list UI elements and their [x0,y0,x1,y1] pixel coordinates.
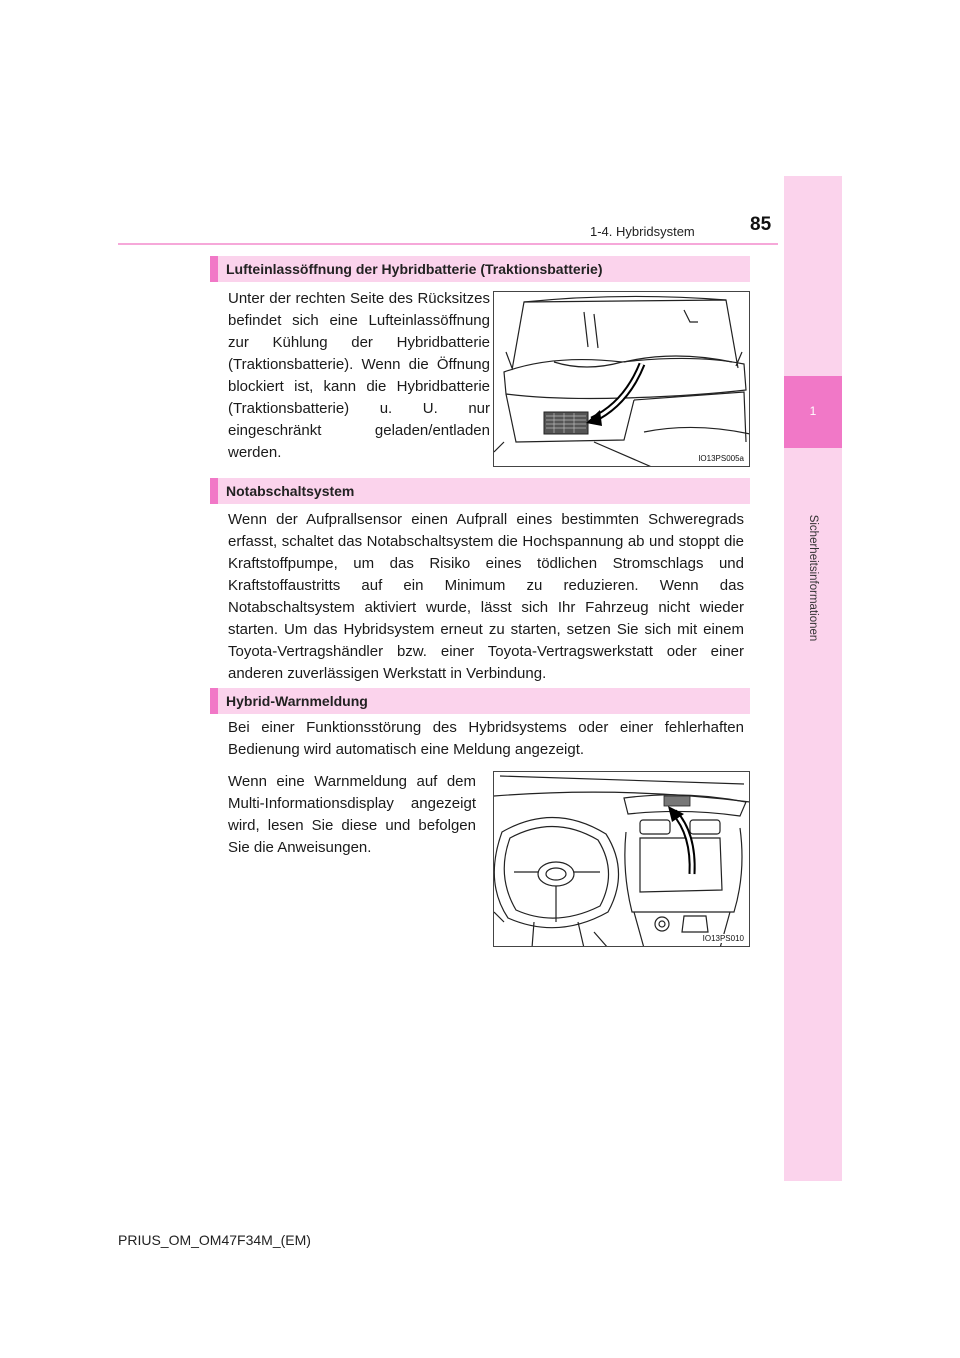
section-heading-text: Hybrid-Warnmeldung [226,693,368,709]
chapter-number: 1 [809,404,817,418]
section-heading-emergency-shutoff [210,478,750,504]
chapter-side-strip [784,176,842,1181]
figure-code: IO13PS010 [702,934,744,943]
section-heading-air-intake [210,256,750,282]
paragraph-hybrid-warning-intro: Bei einer Funktionsstörung des Hybridsystems oder einer fehlerhaften Bedienung wird automatisch eine Meldung angezeigt. [228,719,744,758]
paragraph-air-intake: Unter der rechten Seite des Rücksitzes befindet sich eine Lufteinlassöffnung zur Kühlung der Hybridbatterie (Traktionsbatterie). Wenn die Öffnung blockiert ist, kann die Hybridbatterie (Traktionsbatterie) u. U. nur eingeschränkt geladen/entladen werden. [228,290,490,461]
paragraph-hybrid-warning-instructions: Wenn eine Warnmeldung auf dem Multi-Informationsdisplay angezeigt wird, lesen Sie diese und befolgen Sie die Anweisungen. [228,773,476,856]
dashboard-illustration [494,772,750,947]
rear-seat-illustration [494,292,750,467]
paragraph-emergency-shutoff: Wenn der Aufprallsensor einen Aufprall eines bestimmten Schweregrads erfasst, schaltet das Notabschaltsystem die Hochspannung ab und stoppt die Kraftstoffpumpe, um das Risiko eines tödlichen Stromschlags und Kraftstoffaustritts auf ein Minimum zu reduzieren. Wenn das Notabschaltsystem aktiviert wurde, lässt sich Ihr Fahrzeug nicht wieder starten. Um das Hybridsystem erneut zu starten, setzen Sie sich mit einem Toyota-Vertragshändler bzw. einer Toyota-Vertragswerkstatt oder einer anderen zuverlässigen Werkstatt in Verbindung. [228,511,744,682]
header-rule [118,243,778,245]
section-heading-text: Lufteinlassöffnung der Hybridbatterie (Traktionsbatterie) [226,261,603,277]
figure-code: IO13PS005a [698,454,744,463]
section-heading-hybrid-warning [210,688,750,714]
header-section-title: 1-4. Hybridsystem [590,224,695,239]
chapter-title: Sicherheitsinformationen [807,514,819,642]
footer-document-id: PRIUS_OM_OM47F34M_(EM) [118,1232,311,1248]
figure-dashboard-multi-info-display [493,771,750,947]
page-number: 85 [750,214,772,235]
section-heading-text: Notabschaltsystem [226,483,355,499]
figure-rear-seat-air-intake [493,291,750,467]
